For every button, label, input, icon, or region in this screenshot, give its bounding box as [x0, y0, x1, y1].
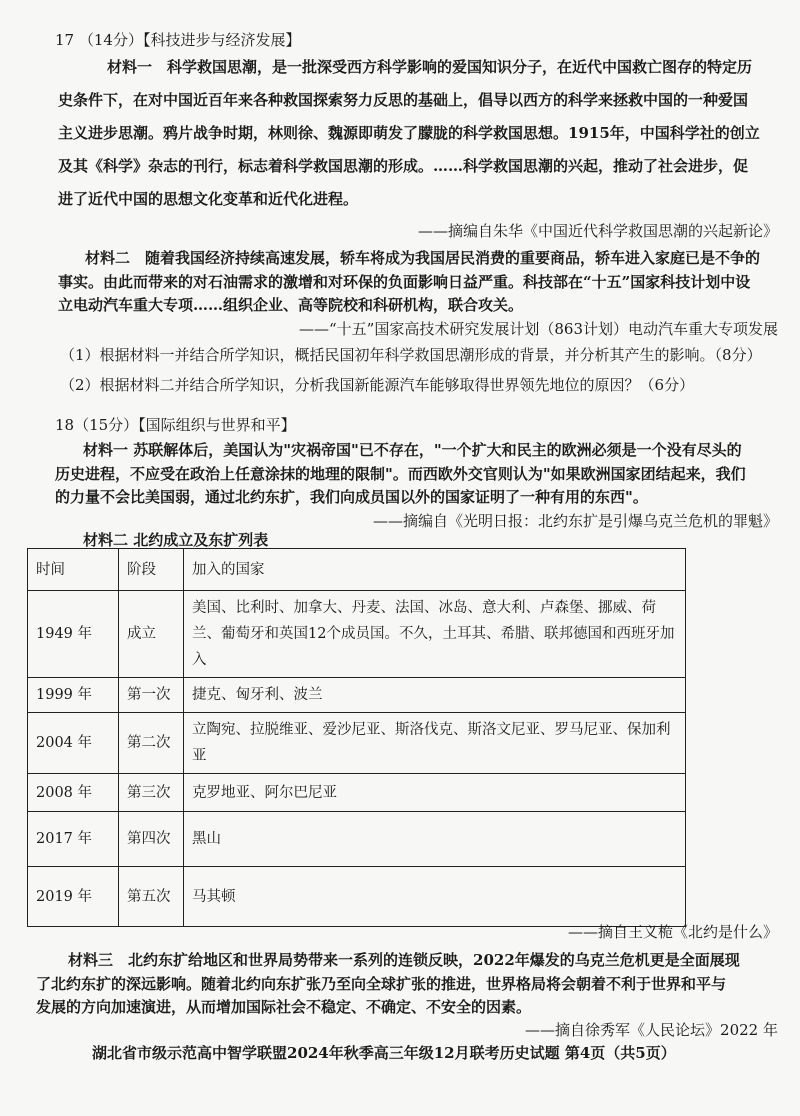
q18-m1-line: 历史进程，不应受在政治上任意涂抹的地理的限制"。而西欧外交官则认为"如果欧洲国家团结起来，我们: [55, 465, 746, 483]
cell-countries: 捷克、匈牙利、波兰: [184, 678, 686, 713]
table-header-row: [28, 549, 686, 591]
q17-title: 17 （14分）【科技进步与经济发展】: [55, 31, 301, 49]
cell-stage: 第三次: [119, 774, 184, 812]
q18-m1-source: ——摘编自《光明日报：北约东扩是引爆乌克兰危机的罪魁》: [372, 512, 778, 530]
q18-m2-label: 材料二 北约成立及东扩列表: [83, 531, 269, 549]
nato-table: [27, 548, 686, 927]
q17-m1-line: 及其《科学》杂志的刊行，标志着科学救国思潮的形成。……科学救国思潮的兴起，推动了社会进步，促: [58, 157, 749, 175]
q17-m1-line: 进了近代中国的思想文化变革和近代化进程。: [58, 190, 359, 208]
q17-m2-line: 事实。由此而带来的对石油需求的激增和对环保的负面影响日益严重。科技部在“十五”国家科技计划中设: [58, 273, 751, 291]
table-row: [28, 774, 686, 812]
table-row: [28, 713, 686, 774]
q17-m1-line: 主义进步思潮。鸦片战争时期，林则徐、魏源即萌发了朦胧的科学救国思想。1915年，中国科学社的创立: [58, 124, 760, 142]
cell-stage: 第二次: [119, 713, 184, 774]
cell-year: 1999 年: [28, 678, 119, 713]
q17-question-2: （2）根据材料二并结合所学知识，分析我国新能源汽车能够取得世界领先地位的原因？（6分）: [60, 376, 695, 394]
q17-m2-line: 材料二 随着我国经济持续高速发展，轿车将成为我国居民消费的重要商品，轿车进入家庭已是不争的: [85, 249, 761, 267]
q18-m3-line: 材料三 北约东扩给地区和世界局势带来一系列的连锁反映，2022年爆发的乌克兰危机更是全面展现: [68, 951, 740, 969]
header-countries: 加入的国家: [184, 549, 686, 591]
q17-m1-line: 材料一 科学救国思潮，是一批深受西方科学影响的爱国知识分子，在近代中国救亡图存的特定历: [107, 58, 753, 76]
table-row: [28, 591, 686, 678]
cell-countries: 马其顿: [184, 867, 686, 927]
q18-m1-line: 材料一 苏联解体后，美国认为"灾祸帝国"已不存在，"一个扩大和民主的欧洲必须是一个没有尽头的: [83, 441, 742, 459]
q18-title: 18（15分）【国际组织与世界和平】: [55, 416, 296, 434]
table-row: [28, 678, 686, 713]
q17-m2-source: ——“十五”国家高技术研究发展计划（863计划）电动汽车重大专项发展: [299, 320, 778, 338]
cell-year: 2019 年: [28, 867, 119, 927]
table-row: [28, 812, 686, 867]
q17-m1-line: 史条件下，在对中国近百年来各种救国探索努力反思的基础上，倡导以西方的科学来拯救中国的一种爱国: [58, 91, 749, 109]
cell-countries: 立陶宛、拉脱维亚、爱沙尼亚、斯洛伐克、斯洛文尼亚、罗马尼亚、保加利亚: [184, 713, 686, 774]
cell-year: 1949 年: [28, 591, 119, 678]
cell-stage: 第一次: [119, 678, 184, 713]
q18-m3-line: 了北约东扩的深远影响。随着北约向东扩张乃至向全球扩张的推进，世界格局将会朝着不利于世界和平与: [36, 975, 727, 993]
cell-year: 2004 年: [28, 713, 119, 774]
page-footer: 湖北省市级示范高中智学联盟2024年秋季高三年级12月联考历史试题 第4页（共5页）: [92, 1044, 676, 1062]
cell-year: 2017 年: [28, 812, 119, 867]
cell-countries: 黑山: [184, 812, 686, 867]
header-stage: 阶段: [119, 549, 184, 591]
cell-year: 2008 年: [28, 774, 119, 812]
cell-stage: 成立: [119, 591, 184, 678]
q17-question-1: （1）根据材料一并结合所学知识，概括民国初年科学救国思潮形成的背景，并分析其产生的影响。（8分）: [60, 346, 762, 364]
q18-m1-line: 的力量不会比美国弱，通过北约东扩，我们向成员国以外的国家证明了一种有用的东西"。: [55, 488, 648, 506]
cell-stage: 第五次: [119, 867, 184, 927]
header-time: 时间: [28, 549, 119, 591]
cell-stage: 第四次: [119, 812, 184, 867]
q18-m3-source: ——摘自徐秀军《人民论坛》2022 年: [525, 1021, 778, 1039]
table-row: [28, 867, 686, 927]
q17-m1-source: ——摘编自朱华《中国近代科学救国思潮的兴起新论》: [417, 222, 778, 240]
cell-countries: 美国、比利时、加拿大、丹麦、法国、冰岛、意大利、卢森堡、挪威、荷兰、葡萄牙和英国12个成员国。不久，土耳其、希腊、联邦德国和西班牙加入: [184, 591, 686, 678]
q17-m2-line: 立电动汽车重大专项……组织企业、高等院校和科研机构，联合攻关。: [58, 296, 524, 314]
q18-m3-line: 发展的方向加速演进，从而增加国际社会不稳定、不确定、不安全的因素。: [36, 998, 532, 1016]
cell-countries: 克罗地亚、阿尔巴尼亚: [184, 774, 686, 812]
q18-m2-source: ——摘自王义桅《北约是什么》: [567, 923, 778, 941]
